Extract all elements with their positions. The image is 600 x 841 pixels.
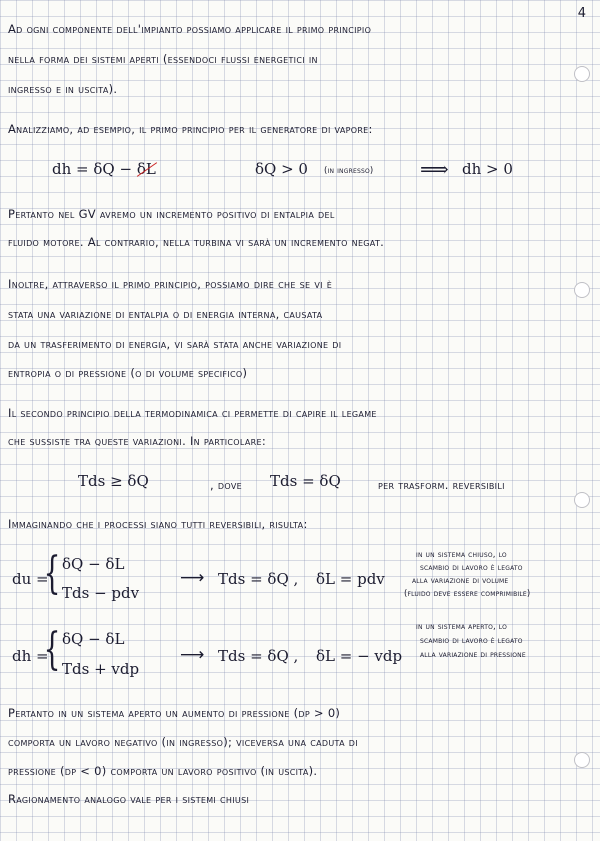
binder-hole [574,492,590,508]
eq1-lhs [52,160,156,178]
eq1-implies: ⟹ [420,157,449,181]
para3-line1: Pertanto nel GV avremo un incremento positivo di entalpia del [8,207,335,221]
para3-line2: fluido motore. Al contrario, nella turbina vi sarà un incremento negat. [8,235,385,249]
eq3-top: δQ − δL [62,555,125,573]
para4-line4: entropia o di pressione (o di volume specifico) [8,366,248,380]
para1-line1: Ad ogni componente dell'impianto possiamo applicare il primo principio [8,22,372,36]
para7-line2: comporta un lavoro negativo (in ingresso); viceversa una caduta di [8,735,358,749]
eq3-bottom: Tds − pdv [62,584,140,602]
para5-line1: Il secondo principio della termodinamica ci permette di capire il legame [8,406,377,420]
eq3-note-line3: alla variazione di volume [412,576,509,586]
eq3-note-line4: (fluido deve essere comprimibile) [404,589,531,599]
page-number: 4 [577,6,586,21]
para4-line2: stata una variazione di entalpia o di energia interna, causata [8,307,323,321]
eq3-lhs: du = [12,570,49,588]
eq1-struck-term: δL [136,160,156,178]
eq1-lhs-text: dh = δQ − [52,160,133,178]
eq4-bottom: Tds + vdp [62,660,140,678]
eq4-brace: { [43,624,61,675]
eq3-arrow: ⟶ [180,568,205,588]
eq1-condition: δQ > 0 [255,160,308,178]
eq2-equality: Tds = δQ [270,472,341,490]
eq4-result1: Tds = δQ , [218,647,299,665]
eq4-note-line2: scambio di lavoro è legato [420,636,523,646]
eq2-inequality: Tds ≥ δQ [78,472,149,490]
para1-line2: nella forma dei sistemi aperti (essendoci flussi energetici in [8,52,318,66]
eq4-note-line3: alla variazione di pressione [420,650,526,660]
eq3-note-line2: scambio di lavoro è legato [420,563,523,573]
eq4-note-line1: in un sistema aperto, lo [416,622,508,632]
eq3-brace: { [43,548,61,599]
eq4-result2: δL = − vdp [316,647,403,665]
eq1-condition-note: (in ingresso) [324,166,374,176]
para7-line3: pressione (dp < 0) comporta un lavoro positivo (in uscita). [8,764,318,778]
para4-line3: da un trasferimento di energia, vi sarà stata anche variazione di [8,337,342,351]
eq1-result: dh > 0 [462,160,513,178]
binder-hole [574,66,590,82]
eq4-top: δQ − δL [62,630,125,648]
eq4-lhs: dh = [12,647,49,665]
para2-line1: Analizziamo, ad esempio, il primo principio per il generatore di vapore: [8,122,373,136]
eq3-result2: δL = pdv [316,570,385,588]
eq3-note-line1: in un sistema chiuso, lo [416,550,507,560]
eq2-dove: , dove [210,478,242,492]
eq4-arrow: ⟶ [180,645,205,665]
para7-line4: Ragionamento analogo vale per i sistemi chiusi [8,792,250,806]
eq3-result1: Tds = δQ , [218,570,299,588]
eq2-note: per trasform. reversibili [378,478,505,492]
para7-line1: Pertanto in un sistema aperto un aumento di pressione (dp > 0) [8,706,341,720]
para1-line3: ingresso e in uscita). [8,82,118,96]
para4-line1: Inoltre, attraverso il primo principio, possiamo dire che se vi è [8,277,333,291]
para5-line2: che sussiste tra queste variazioni. In particolare: [8,434,267,448]
para6-line1: Immaginando che i processi siano tutti reversibili, risulta: [8,517,308,531]
